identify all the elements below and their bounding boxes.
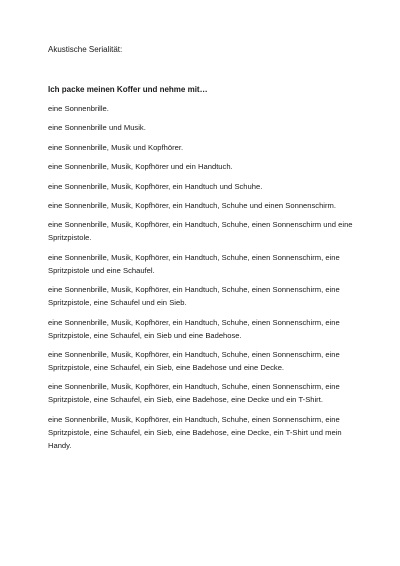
- verse-line: eine Sonnenbrille und Musik.: [48, 123, 146, 133]
- document-title: Akustische Serialität:: [48, 45, 123, 54]
- document-content: [48, 44, 366, 458]
- verse-line: eine Sonnenbrille, Musik, Kopfhörer, ein Handtuch und Schuhe.: [48, 181, 263, 191]
- verse-line: eine Sonnenbrille, Musik, Kopfhörer, ein Handtuch, Schuhe, einen Sonnenschirm, eine Spritzpistole, eine Schaufel, ein Sieb, eine Badehose und eine Decke.: [48, 349, 340, 372]
- verse-line: eine Sonnenbrille, Musik, Kopfhörer, ein Handtuch, Schuhe, einen Sonnenschirm, eine Spritzpistole, eine Schaufel, ein Sieb und eine Badehose.: [48, 317, 340, 340]
- document-heading: Ich packe meinen Koffer und nehme mit…: [48, 85, 208, 94]
- verse-line: eine Sonnenbrille, Musik und Kopfhörer.: [48, 142, 184, 152]
- verse-list: [48, 102, 366, 452]
- verse-line: eine Sonnenbrille, Musik, Kopfhörer und ein Handtuch.: [48, 162, 233, 172]
- verse-line: eine Sonnenbrille, Musik, Kopfhörer, ein Handtuch, Schuhe und einen Sonnenschirm.: [48, 200, 336, 210]
- verse-line: eine Sonnenbrille, Musik, Kopfhörer, ein Handtuch, Schuhe, einen Sonnenschirm, eine Spritzpistole, eine Schaufel, ein Sieb, eine Badehose, eine Decke, ein T-Shirt und mein Handy.: [48, 414, 342, 450]
- verse-line: eine Sonnenbrille.: [48, 104, 109, 113]
- verse-line: eine Sonnenbrille, Musik, Kopfhörer, ein Handtuch, Schuhe, einen Sonnenschirm und eine Spritzpistole.: [48, 220, 353, 243]
- verse-line: eine Sonnenbrille, Musik, Kopfhörer, ein Handtuch, Schuhe, einen Sonnenschirm, eine Spritzpistole, eine Schaufel und ein Sieb.: [48, 285, 340, 308]
- verse-line: eine Sonnenbrille, Musik, Kopfhörer, ein Handtuch, Schuhe, einen Sonnenschirm, eine Spritzpistole und eine Schaufel.: [48, 252, 340, 275]
- verse-line: eine Sonnenbrille, Musik, Kopfhörer, ein Handtuch, Schuhe, einen Sonnenschirm, eine Spritzpistole, eine Schaufel, ein Sieb, eine Badehose, eine Decke und ein T-Shirt.: [48, 382, 340, 405]
